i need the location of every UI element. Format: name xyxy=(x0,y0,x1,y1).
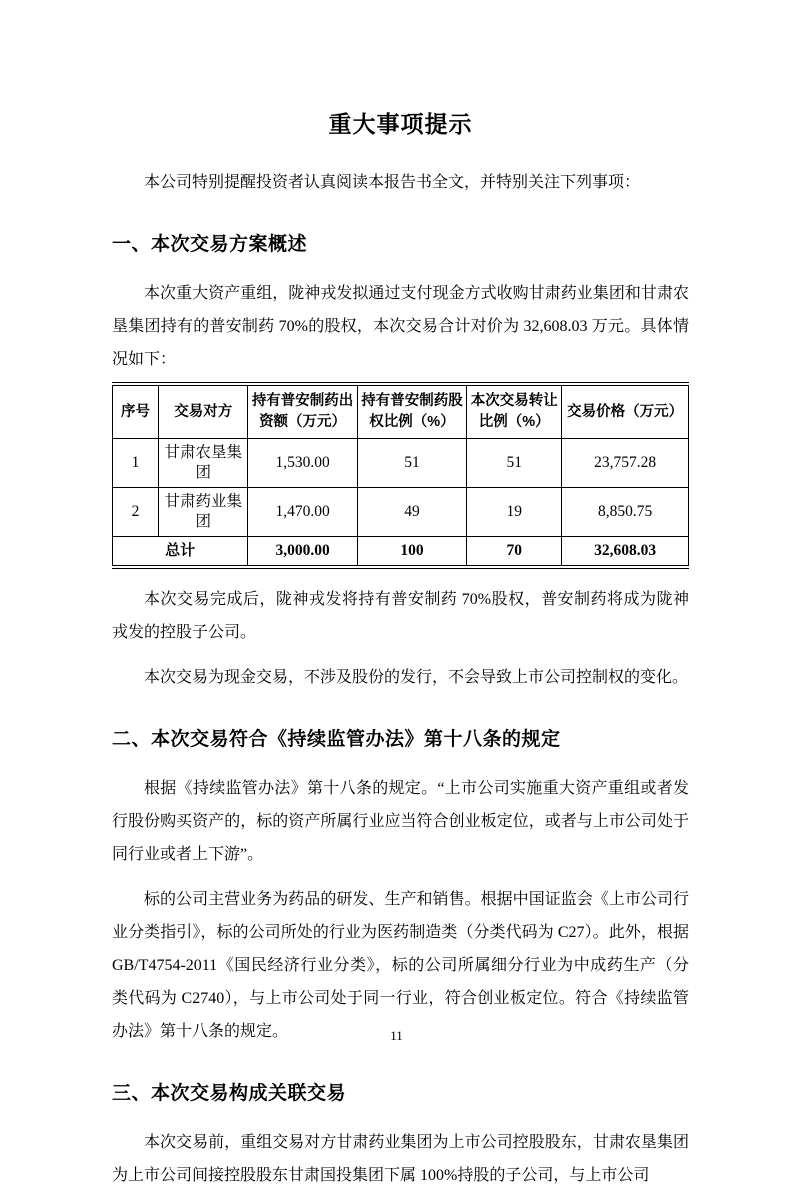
cell-transfer-ratio: 51 xyxy=(467,439,562,488)
cell-capital-contribution: 1,530.00 xyxy=(248,439,357,488)
header-counterparty: 交易对方 xyxy=(159,384,248,439)
cell-index: 1 xyxy=(113,439,159,488)
header-transfer-ratio: 本次交易转让比例（%） xyxy=(467,384,562,439)
section-1-paragraph-3: 本次交易为现金交易，不涉及股份的发行，不会导致上市公司控制权的变化。 xyxy=(144,669,689,686)
section-3-paragraph-1: 本次交易前，重组交易对方甘肃药业集团为上市公司控股股东，甘肃农垦集团为上市公司间接控股股东甘肃国投集团下属 100%持股的子公司，与上市公司 xyxy=(112,1134,689,1184)
section-2-paragraph-2: 标的公司主营业务为药品的研发、生产和销售。根据中国证监会《上市公司行业分类指引》，标的公司所处的行业为医药制造类（分类代码为 C27）。此外，根据 GB/T4754-2011《国民经济行业分类》，标的公司所属细分行业为中成药生产（分类代码为 C2740），与上市公司处于同一行业，符合创业板定位。符合《持续监管办法》第十八条的规定。 xyxy=(112,891,689,1040)
section-3-heading: 三、本次交易构成关联交易 xyxy=(112,1083,347,1104)
table-row xyxy=(113,488,689,537)
table-total-row xyxy=(113,537,689,568)
page-number: 11 xyxy=(390,1028,403,1043)
cell-total-transfer-ratio: 70 xyxy=(467,537,562,568)
section-2-heading: 二、本次交易符合《持续监管办法》第十八条的规定 xyxy=(112,729,561,750)
header-capital-contribution: 持有普安制药出资额（万元） xyxy=(248,384,357,439)
cell-total-label: 总计 xyxy=(113,537,248,568)
cell-capital-contribution: 1,470.00 xyxy=(248,488,357,537)
header-index: 序号 xyxy=(113,384,159,439)
header-transaction-price: 交易价格（万元） xyxy=(562,384,689,439)
intro-paragraph: 本公司特别提醒投资者认真阅读本报告书全文，并特别关注下列事项： xyxy=(144,174,641,191)
section-1-paragraph-1: 本次重大资产重组，陇神戎发拟通过支付现金方式收购甘肃药业集团和甘肃农垦集团持有的普安制药 70%的股权，本次交易合计对价为 32,608.03 万元。具体情况如下： xyxy=(112,285,689,368)
cell-transaction-price: 8,850.75 xyxy=(562,488,689,537)
cell-total-capital: 3,000.00 xyxy=(248,537,357,568)
cell-counterparty: 甘肃药业集团 xyxy=(159,488,248,537)
cell-total-price: 32,608.03 xyxy=(562,537,689,568)
cell-index: 2 xyxy=(113,488,159,537)
cell-equity-ratio: 49 xyxy=(357,488,466,537)
cell-equity-ratio: 51 xyxy=(357,439,466,488)
cell-counterparty: 甘肃农垦集团 xyxy=(159,439,248,488)
section-1-paragraph-2: 本次交易完成后，陇神戎发将持有普安制药 70%股权，普安制药将成为陇神戎发的控股子公司。 xyxy=(112,591,689,641)
table-row xyxy=(113,439,689,488)
section-1-heading: 一、本次交易方案概述 xyxy=(112,234,308,255)
cell-transaction-price: 23,757.28 xyxy=(562,439,689,488)
transaction-summary-table xyxy=(112,382,689,569)
header-equity-ratio: 持有普安制药股权比例（%） xyxy=(357,384,466,439)
section-2-paragraph-1: 根据《持续监管办法》第十八条的规定。“上市公司实施重大资产重组或者发行股份购买资产的，标的资产所属行业应当符合创业板定位，或者与上市公司处于同行业或者上下游”。 xyxy=(112,780,689,863)
table-header-row xyxy=(113,384,689,439)
cell-transfer-ratio: 19 xyxy=(467,488,562,537)
page-title: 重大事项提示 xyxy=(328,111,473,137)
cell-total-equity-ratio: 100 xyxy=(357,537,466,568)
